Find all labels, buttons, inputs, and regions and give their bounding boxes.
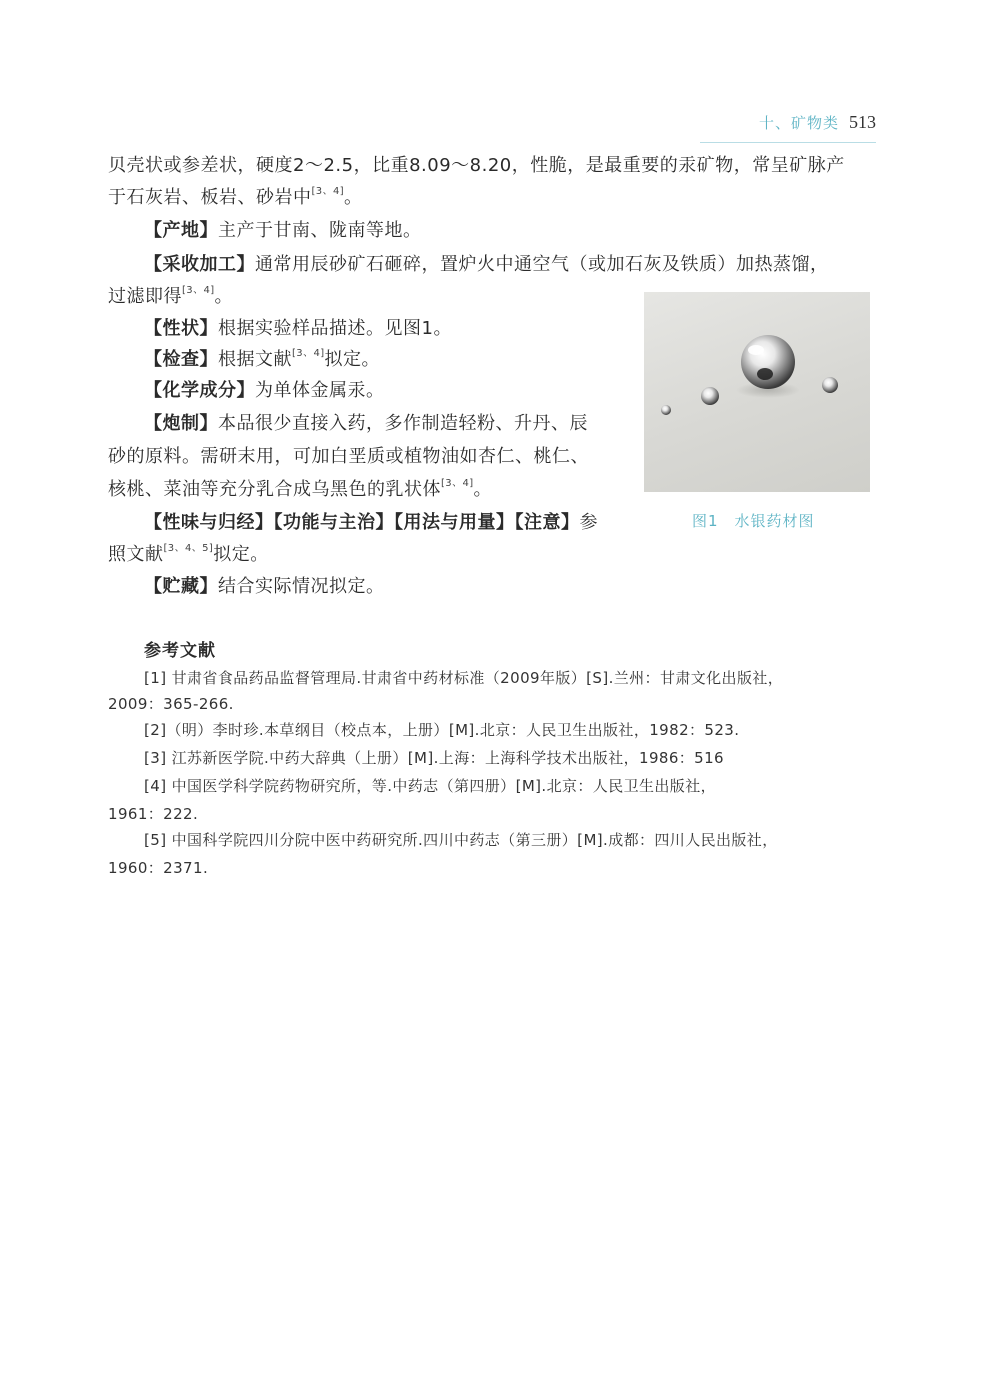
mercury-droplets-image [644, 292, 870, 492]
header-rule [700, 142, 876, 143]
paragraph-xingzhuang [144, 317, 452, 341]
paragraph-huaxue [144, 379, 385, 403]
reference-item: [3] 江苏新医学院.中药大辞典（上册）[M].上海：上海科学技术出版社，1986：516 [144, 749, 725, 767]
field-label: 【炮制】 [144, 413, 218, 434]
paragraph-zhucang [144, 575, 385, 599]
body-line-2 [108, 186, 363, 210]
field-label: 【贮藏】 [144, 576, 218, 597]
paragraph-paozhi-line2: 砂的原料。需研末用，可加白垩质或植物油如杏仁、桃仁、 [108, 446, 589, 467]
reference-item: [1] 甘肃省食品药品监督管理局.甘肃省中药材标准（2009年版）[S].兰州：甘肃文化出版社， [144, 669, 784, 687]
field-text: 参 [579, 512, 598, 533]
field-label: 【检查】 [144, 349, 218, 370]
small-droplet [822, 377, 838, 393]
body-line-1: 贝壳状或参差状，硬度2～2.5，比重8.09～8.20，性脆，是最重要的汞矿物，常呈矿脉产 [108, 155, 845, 176]
field-text: 照文献 [108, 544, 164, 565]
paragraph-caishou-cont [108, 285, 233, 309]
references-title: 参考文献 [144, 641, 216, 661]
field-text: 拟定。 [324, 349, 381, 370]
citation: [3、4] [311, 186, 345, 197]
reference-item: [2]（明）李时珍.本草纲目（校点本，上册）[M].北京：人民卫生出版社，1982：523. [144, 721, 740, 739]
paragraph-paozhi [144, 412, 588, 436]
paragraph-jiancha [144, 348, 380, 372]
field-text: 通常用辰砂矿石砸碎，置炉火中通空气（或加石灰及铁质）加热蒸馏， [255, 254, 829, 275]
field-text: 核桃、菜油等充分乳合成乌黑色的乳状体 [108, 479, 441, 500]
paragraph-chandi [144, 219, 422, 243]
text: 。 [473, 479, 493, 500]
paragraph-caishou [144, 253, 829, 277]
mercury-photo [644, 292, 870, 492]
reference-item: [4] 中国医学科学院药物研究所，等.中药志（第四册）[M].北京：人民卫生出版社， [144, 777, 717, 795]
text: 于石灰岩、板岩、砂岩中 [108, 187, 312, 208]
citation: [3、4] [441, 478, 474, 489]
text: 。 [344, 187, 363, 208]
field-label: 【化学成分】 [144, 380, 255, 401]
reference-item: [5] 中国科学院四川分院中医中药研究所.四川中药志（第三册）[M].成都：四川人民出版社， [144, 831, 778, 849]
reference-item-cont: 1961：222. [108, 805, 199, 823]
text: 。 [214, 286, 234, 307]
field-text: 根据实验样品描述。见图1。 [218, 318, 452, 339]
field-text: 拟定。 [213, 544, 269, 565]
paragraph-xingwei [144, 511, 598, 535]
citation: [3、4] [292, 348, 325, 359]
reference-item-cont: 2009：365-266. [108, 695, 234, 713]
paragraph-xingwei-cont [108, 543, 269, 567]
field-text: 为单体金属汞。 [255, 380, 385, 401]
field-text: 过滤即得 [108, 286, 182, 307]
section-title: 十、矿物类 [758, 114, 839, 132]
reference-item-cont: 1960：2371. [108, 859, 209, 877]
figure-caption: 图1 水银药材图 [692, 512, 815, 530]
paragraph-paozhi-line3 [108, 478, 492, 502]
field-text: 根据文献 [218, 349, 292, 370]
page-number: 513 [849, 112, 876, 132]
field-label: 【性状】 [144, 318, 218, 339]
field-label: 【采收加工】 [144, 254, 255, 275]
field-text: 结合实际情况拟定。 [218, 576, 385, 597]
field-label: 【产地】 [144, 220, 218, 241]
citation: [3、4、5] [163, 543, 214, 554]
field-text: 本品很少直接入药，多作制造轻粉、升丹、辰 [218, 413, 588, 434]
field-text: 主产于甘南、陇南等地。 [218, 220, 422, 241]
field-label: 【性味与归经】【功能与主治】【用法与用量】【注意】 [144, 512, 580, 533]
tiny-droplet [661, 405, 671, 415]
running-header [759, 112, 876, 133]
large-droplet [741, 335, 795, 389]
citation: [3、4] [182, 285, 215, 296]
small-droplet [701, 387, 719, 405]
